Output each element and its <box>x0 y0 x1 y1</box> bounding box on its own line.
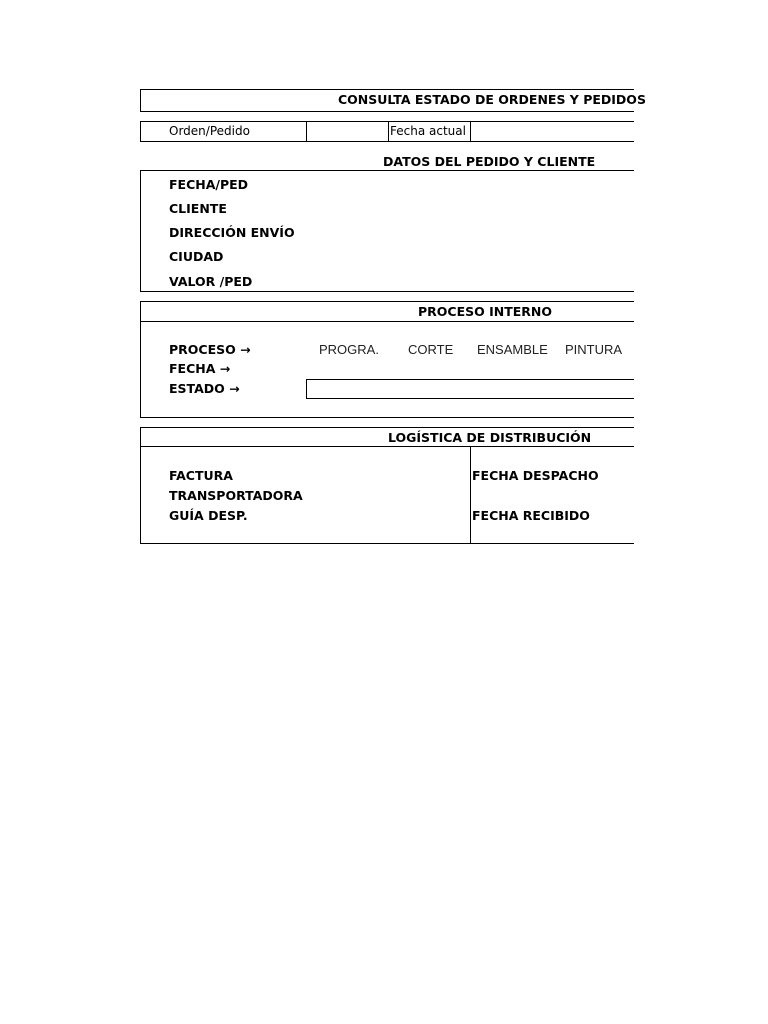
proceso-section-box <box>140 301 634 418</box>
logistica-column-divider <box>470 446 471 544</box>
proceso-section-title: PROCESO INTERNO <box>418 304 552 319</box>
fecha-recibido-label: FECHA RECIBIDO <box>472 508 590 523</box>
orden-pedido-field[interactable] <box>308 123 386 139</box>
guia-desp-label: GUÍA DESP. <box>169 508 248 523</box>
fecha-actual-label: Fecha actual <box>390 124 466 138</box>
query-divider-1 <box>306 121 307 142</box>
proceso-label: PROCESO → <box>169 342 251 357</box>
datos-section-title: DATOS DEL PEDIDO Y CLIENTE <box>383 154 596 169</box>
fecha-actual-field[interactable] <box>472 123 632 139</box>
factura-label: FACTURA <box>169 468 233 483</box>
stage-corte: CORTE <box>408 342 454 357</box>
orden-pedido-label: Orden/Pedido <box>169 124 250 138</box>
field-label-fecha-ped: FECHA/PED <box>169 177 249 192</box>
field-label-direccion-envio: DIRECCIÓN ENVÍO <box>169 225 295 240</box>
stage-ensamble: ENSAMBLE <box>477 342 548 357</box>
logistica-title-divider <box>140 446 634 447</box>
transportadora-label: TRANSPORTADORA <box>169 488 303 503</box>
estado-field[interactable] <box>306 379 634 399</box>
estado-label: ESTADO → <box>169 381 240 396</box>
stage-progra: PROGRA. <box>319 342 379 357</box>
field-label-ciudad: CIUDAD <box>169 249 224 264</box>
field-label-cliente: CLIENTE <box>169 201 227 216</box>
proceso-title-divider <box>140 321 634 322</box>
field-label-valor-ped: VALOR /PED <box>169 274 253 289</box>
stage-pintura: PINTURA <box>565 342 623 357</box>
fecha-label: FECHA → <box>169 361 231 376</box>
logistica-section-title: LOGÍSTICA DE DISTRIBUCIÓN <box>388 430 592 445</box>
page-title: CONSULTA ESTADO DE ORDENES Y PEDIDOS <box>338 92 646 107</box>
query-divider-3 <box>470 121 471 142</box>
fecha-despacho-label: FECHA DESPACHO <box>472 468 599 483</box>
query-divider-2 <box>388 121 389 142</box>
